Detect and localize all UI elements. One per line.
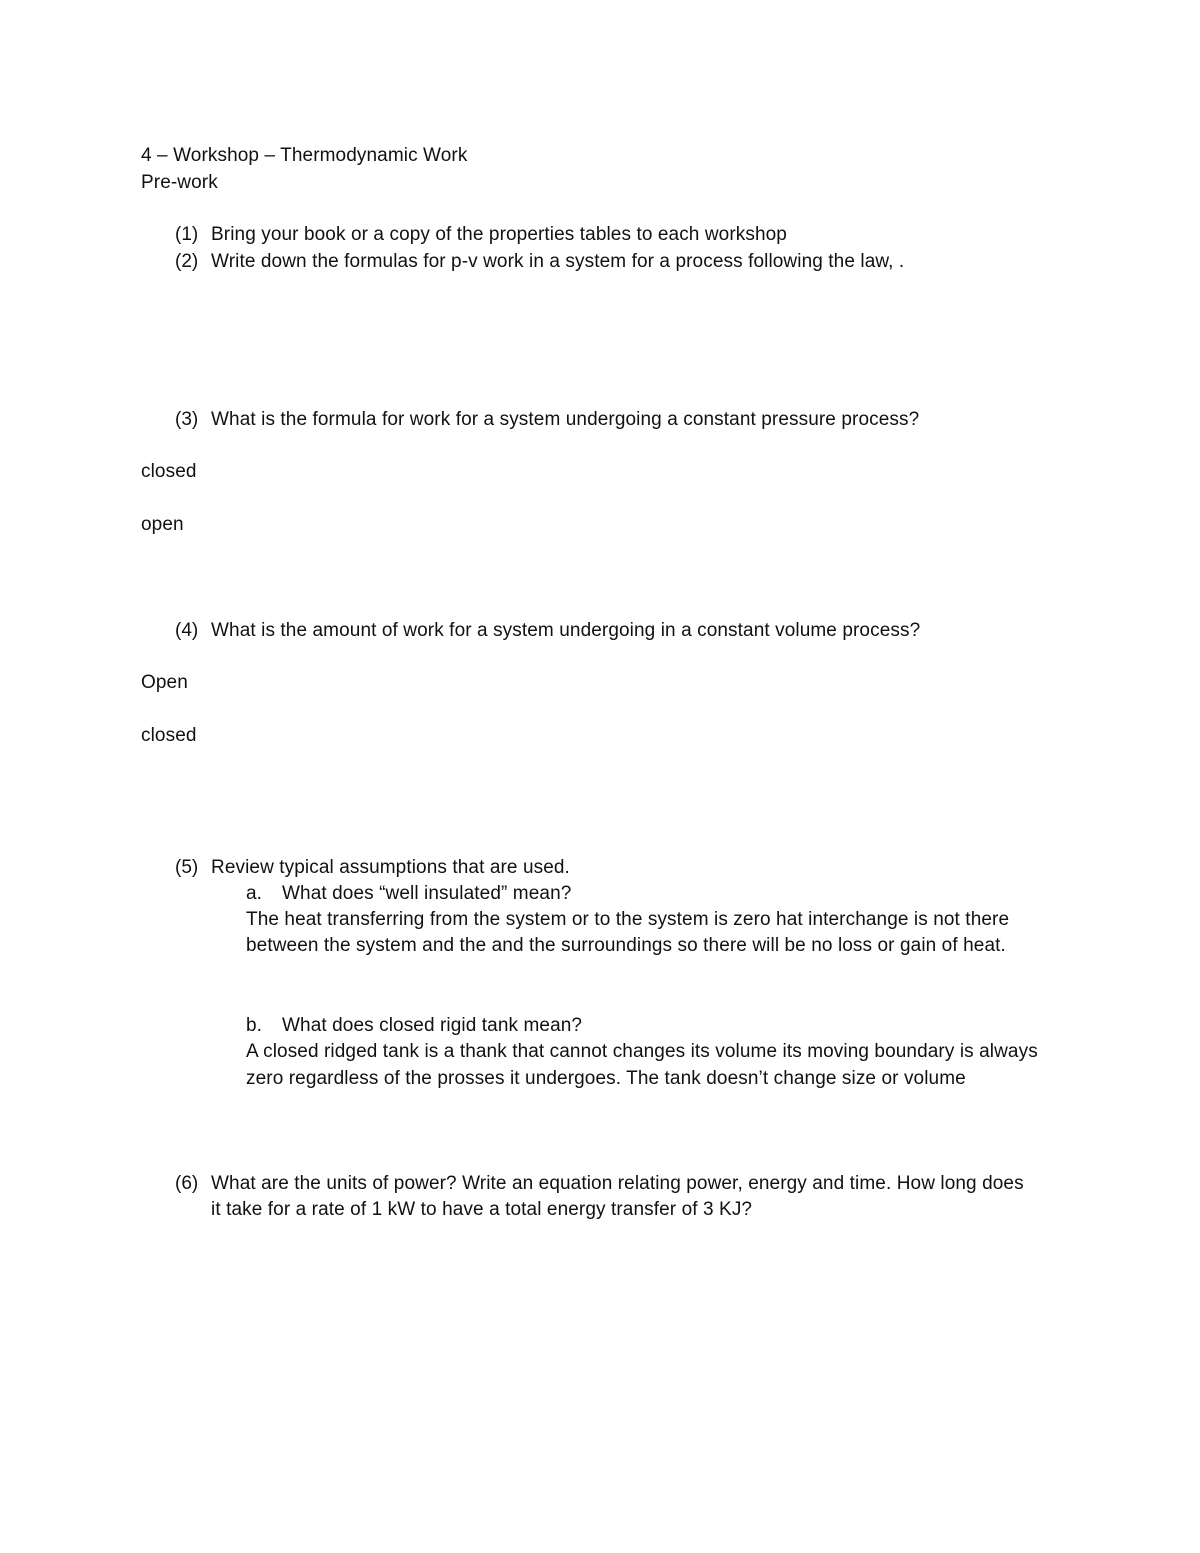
question-3-answer-closed: closed xyxy=(141,461,197,482)
question-3-text: What is the formula for work for a system undergoing a constant pressure process? xyxy=(211,409,920,430)
question-5b-label: b. xyxy=(246,1015,262,1036)
question-1-number: (1) xyxy=(175,224,199,245)
question-5b-question: What does closed rigid tank mean? xyxy=(282,1015,583,1036)
question-5a-answer-line-1: The heat transferring from the system or to the system is zero hat interchange is not there xyxy=(246,909,1010,930)
question-5a-question: What does “well insulated” mean? xyxy=(282,883,572,904)
question-3-answer-open: open xyxy=(141,514,184,535)
question-4-text: What is the amount of work for a system undergoing in a constant volume process? xyxy=(211,620,921,641)
question-5a-label: a. xyxy=(246,883,262,904)
document-subtitle: Pre-work xyxy=(141,172,218,193)
question-5-text: Review typical assumptions that are used. xyxy=(211,857,570,878)
question-4-answer-open: Open xyxy=(141,672,188,693)
document-title: 4 – Workshop – Thermodynamic Work xyxy=(141,145,468,166)
question-5a-answer-line-2: between the system and the and the surroundings so there will be no loss or gain of heat. xyxy=(246,935,1006,956)
question-6-text-line-2: it take for a rate of 1 kW to have a total energy transfer of 3 KJ? xyxy=(211,1199,753,1220)
question-2-number: (2) xyxy=(175,251,199,272)
question-5b-answer-line-2: zero regardless of the prosses it undergoes. The tank doesn’t change size or volume xyxy=(246,1068,966,1089)
question-3-number: (3) xyxy=(175,409,199,430)
question-1-text: Bring your book or a copy of the properties tables to each workshop xyxy=(211,224,787,245)
question-5b-answer-line-1: A closed ridged tank is a thank that cannot changes its volume its moving boundary is always xyxy=(246,1041,1038,1062)
question-6-number: (6) xyxy=(175,1173,199,1194)
question-5-number: (5) xyxy=(175,857,199,878)
question-6-text-line-1: What are the units of power? Write an equation relating power, energy and time. How long does xyxy=(211,1173,1024,1194)
question-4-number: (4) xyxy=(175,620,199,641)
question-2-text: Write down the formulas for p-v work in a system for a process following the law, . xyxy=(211,251,905,272)
question-4-answer-closed: closed xyxy=(141,725,197,746)
